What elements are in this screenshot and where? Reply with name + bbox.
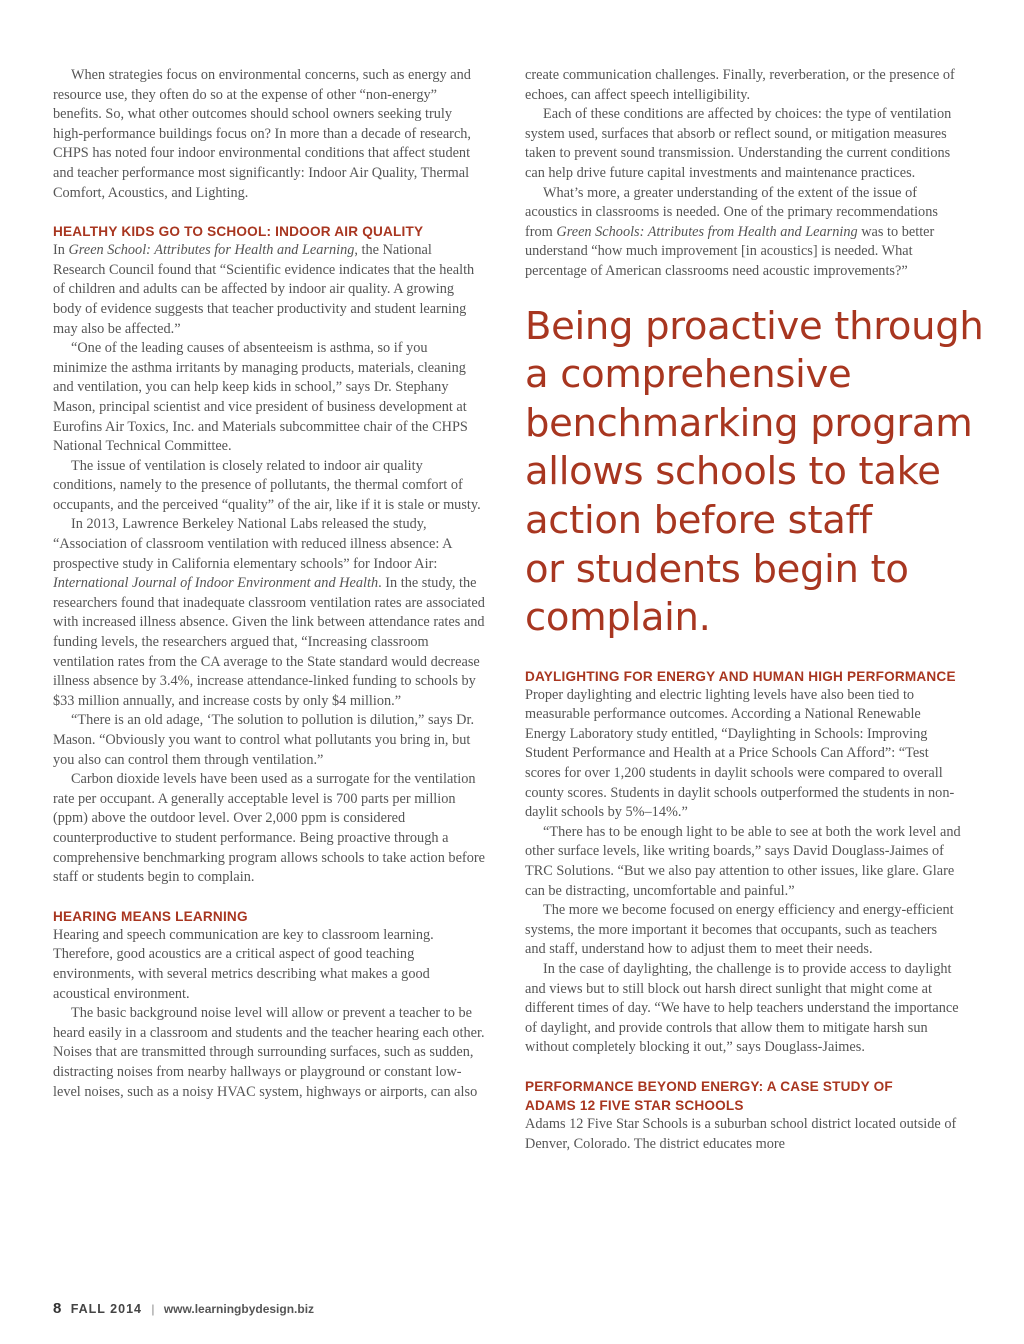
pull-quote-line: allows schools to take [525, 449, 941, 495]
heading-hearing-means-learning: HEARING MEANS LEARNING [53, 908, 248, 924]
website-link[interactable]: www.learningbydesign.biz [163, 1302, 315, 1316]
heading-indoor-air-quality: HEALTHY KIDS GO TO SCHOOL: INDOOR AIR QUALITY [53, 224, 424, 240]
footer-separator: | [151, 1302, 155, 1316]
iaq-paragraph-4: In 2013, Lawrence Berkeley National Labs released the study, “Association of classroom ventilation with reduced illness absence: A prospective study in California elementary schools” for Indoor Air: International Journal of Indoor Environment and Health. In the study, the researchers found that inadequate classroom ventilation rates are associated with increased illness absence. Given the link between attendance rates and funding levels, the researchers argued that, “Increasing classroom ventilation rates from the CA average to the State standard would decrease illness absence by 3.4%, increase attendance-linked funding to schools by $33 million annually, and increase costs by only $4 million.” [53, 516, 485, 709]
daylight-paragraph-4: In the case of daylighting, the challenge is to provide access to daylight and views but to still block out harsh direct sunlight that might come at different times of day. “We have to help teachers understand the importance of daylight, and provide controls that allow them to mitigate harsh sun without completely blocking it out,” says Douglass-Jaimes. [525, 961, 959, 1056]
heading-case-study: PERFORMANCE BEYOND ENERGY: A CASE STUDY OF ADAMS 12 FIVE STAR SCHOOLS [525, 1078, 893, 1113]
iaq-paragraph-5: “There is an old adage, ‘The solution to pollution is dilution,” says Dr. Mason. “Obviously you want to control what pollutants you bring in, but you also can control them through ventilation.” [53, 712, 475, 768]
heading-daylighting: DAYLIGHTING FOR ENERGY AND HUMAN HIGH PERFORMANCE [525, 668, 956, 684]
pull-quote-line: or students begin to [525, 546, 909, 592]
intro-paragraph: When strategies focus on environmental concerns, such as energy and resource use, they often do so at the expense of other “non-energy” benefits. So, what other outcomes should school owners seeking truly high-performance buildings focus on? In more than a decade of research, CHPS has noted four indoor environmental conditions that affect student and teacher performance most significantly: Indoor Air Quality, Thermal Comfort, Acoustics, and Lighting. [53, 67, 472, 201]
iaq-paragraph-3: The issue of ventilation is closely related to indoor air quality conditions, namely to the presence of pollutants, the thermal comfort of occupants, and the perceived “quality” of the air, like if it is stale or musty. [53, 457, 481, 513]
daylight-paragraph-3: The more we become focused on energy efficiency and energy-efficient systems, the more important it becomes that occupants, such as teachers and staff, understand how to adjust them to meet their needs. [525, 902, 954, 958]
right-column [525, 66, 984, 1154]
case-study-paragraph-1: Adams 12 Five Star Schools is a suburban school district located outside of Denver, Colorado. The district educates more [525, 1115, 957, 1152]
daylight-paragraph-2: “There has to be enough light to be able to see at both the work level and other surface levels, like writing boards,” says David Douglass-Jaimes of TRC Solutions. “But we also pay attention to other issues, like glare. Glare can be distracting, uncomfortable and painful.” [525, 823, 961, 899]
continued-paragraph-2: Each of these conditions are affected by choices: the type of ventilation system used, surfaces that absorb or reflect sound, or mitigation measures taken to prevent sound transmission. Understanding the current conditions can help drive future capital investments and maintenance practices. [525, 106, 952, 181]
left-column [53, 66, 485, 1102]
pull-quote-line: complain. [525, 595, 711, 641]
iaq-paragraph-6: Carbon dioxide levels have been used as a surrogate for the ventilation rate per occupant. A generally acceptable level is 700 parts per million (ppm) above the outdoor level. Over 2,000 ppm is considered counterproductive to student performance. Being proactive through a comprehensive benchmarking program allows schools to take action before staff or students begin to complain. [53, 771, 485, 886]
page-number: 8 [53, 1300, 62, 1317]
page-footer [53, 1300, 314, 1317]
pull-quote-line: benchmarking program [525, 400, 973, 446]
pull-quote-line: Being proactive through [525, 303, 984, 349]
hearing-paragraph-1: Hearing and speech communication are key to classroom learning. Therefore, good acoustics are a critical aspect of good teaching environments, with several metrics describing what makes a good acoustical environment. [53, 926, 434, 1002]
iaq-paragraph-1: In Green School: Attributes for Health and Learning, the National Research Council found that “Scientific evidence indicates that the health of children and adults can be affected by indoor air quality. A growing body of evidence suggests that teacher productivity and student learning may also be affected.” [53, 242, 475, 337]
daylight-paragraph-1: Proper daylighting and electric lighting levels have also been tied to measurable performance outcomes. According a National Renewable Energy Laboratory study entitled, “Daylighting in Schools: Improving Student Performance and Health at a Price Schools Can Afford”: “Test scores for over 1,200 students in daylit schools were compared to overall county scores. Students in daylit schools outperformed the students in non-daylit schools by 5%–14%.” [525, 686, 955, 821]
continued-paragraph-3: What’s more, a greater understanding of the extent of the issue of acoustics in classrooms is needed. One of the primary recommendations from Green Schools: Attributes from Health and Learning was to better understand “how much improvement [in acoustics] is needed. What percentage of American classrooms need acoustic improvements?” [525, 184, 938, 279]
iaq-paragraph-2: “One of the leading causes of absenteeism is asthma, so if you minimize the asthma irritants by managing products, materials, cleaning and ventilation, you can help keep kids in school,” says Dr. Stephany Mason, principal scientist and vice president of business development at Eurofins Air Toxics, Inc. and Materials subcommittee chair of the CHPS National Technical Committee. [53, 340, 468, 455]
issue-label: FALL 2014 [70, 1302, 142, 1316]
pull-quote [525, 303, 984, 643]
pull-quote-line: action before staff [525, 497, 873, 543]
pull-quote-line: a comprehensive [525, 352, 852, 398]
continued-paragraph-1: create communication challenges. Finally, reverberation, or the presence of echoes, can affect speech intelligibility. [525, 67, 955, 103]
hearing-paragraph-2: The basic background noise level will allow or prevent a teacher to be heard easily in a classroom and students and the teacher hearing each other. Noises that are transmitted through surrounding surfaces, such as sudden, distracting noises from nearby hallways or playground or constant low-level noises, such as a noisy HVAC system, highways or airports, can also [53, 1005, 485, 1100]
